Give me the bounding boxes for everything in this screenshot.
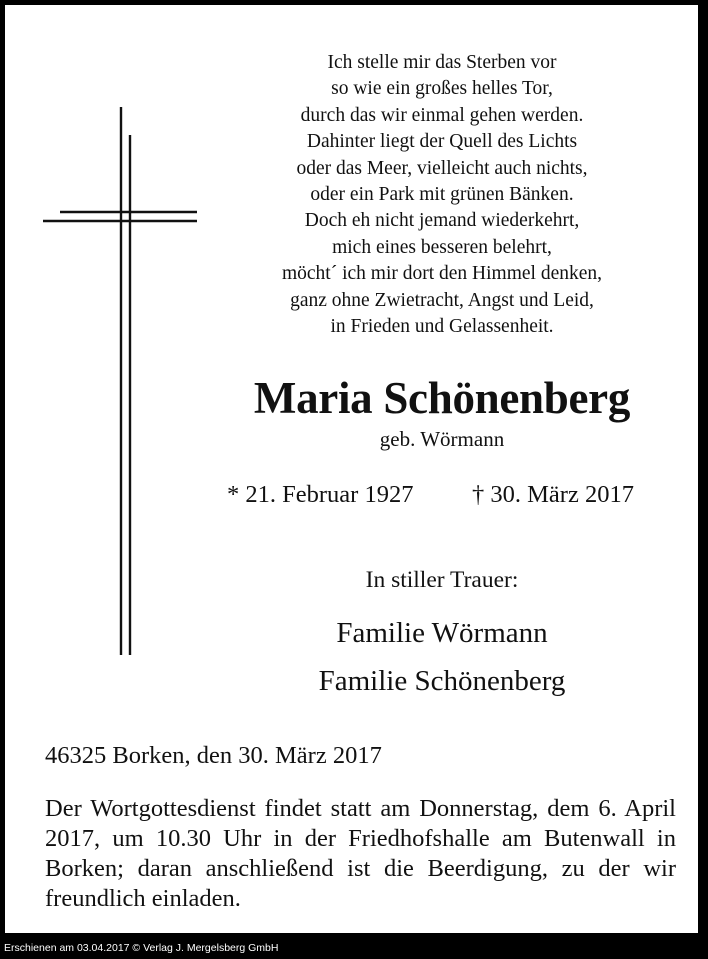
maiden-name: geb. Wörmann [379,427,505,451]
service-info: Der Wortgottesdienst findet statt am Donnerstag, dem 6. April 2017, um 10.30 Uhr in der Friedhofshalle am Butenwall in Borken; daran anschließend ist die Beerdigung, zu der wir freundlich einladen. [45,795,676,912]
poem-line: Doch eh nicht jemand wiederkehrt, [304,210,580,232]
deceased-name: Maria Schönenberg [253,373,631,423]
family-name: Familie Wörmann [336,617,548,649]
poem-line: mich eines besseren belehrt, [332,236,552,258]
death-date: † 30. März 2017 [472,481,634,508]
poem-line: Ich stelle mir das Sterben vor [327,52,557,73]
place-date: 46325 Borken, den 30. März 2017 [45,742,382,769]
poem-line: durch das wir einmal gehen werden. [300,104,584,126]
mourning-label: In stiller Trauer: [365,567,519,593]
poem-line: so wie ein großes helles Tor, [331,78,553,100]
publisher-footer: Erschienen am 03.04.2017 © Verlag J. Mergelsberg GmbH [4,942,279,954]
poem-line: in Frieden und Gelassenheit. [330,316,554,338]
poem-line: möcht´ ich mir dort den Himmel denken, [281,263,603,285]
poem-line: Dahinter liegt der Quell des Lichts [306,131,578,153]
birth-date: * 21. Februar 1927 [227,481,414,508]
poem [219,50,665,340]
family-name: Familie Schönenberg [318,665,566,697]
obituary-notice [5,5,698,933]
poem-line: ganz ohne Zwietracht, Angst und Leid, [290,289,594,311]
poem-line: oder das Meer, vielleicht auch nichts, [296,157,588,179]
poem-line: oder ein Park mit grünen Bänken. [310,184,574,206]
cross-icon [40,105,202,657]
